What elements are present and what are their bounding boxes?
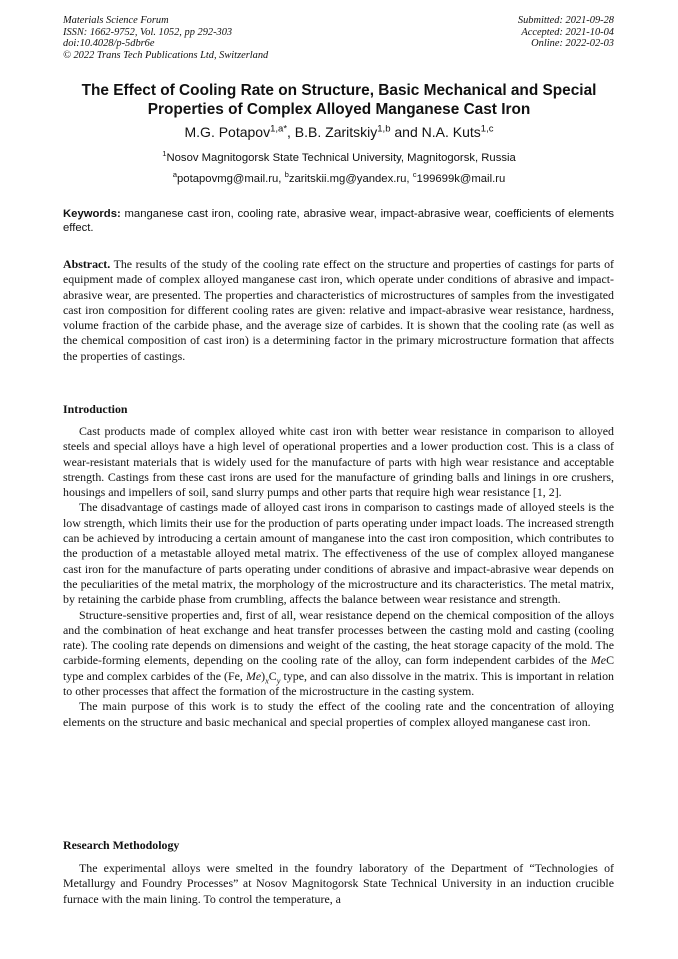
copyright: © 2022 Trans Tech Publications Ltd, Switzerland: [63, 49, 269, 61]
journal-name: Materials Science Forum: [63, 15, 169, 26]
p3-text-d: type, and can also dissolve in the matrix. This is important in relation to other processes that affect the formation of the microstructure in the casting system.: [63, 668, 615, 699]
p3-me-1: Me: [590, 653, 607, 668]
p3-me-2: Me: [245, 668, 262, 683]
paper-title: [40, 81, 638, 119]
p3-text-b: C type and complex carbides of the (Fe,: [63, 653, 614, 683]
p3-sub-y: y: [276, 676, 281, 686]
keywords-label: Keywords:: [63, 208, 121, 220]
email-c-sup: c: [412, 170, 417, 180]
issn: ISSN: 1662-9752, Vol. 1052, pp 292-303: [63, 26, 233, 38]
introduction-heading: Introduction: [63, 402, 128, 416]
author-1: M.G. Potapov: [184, 124, 271, 140]
email-a[interactable]: potapovmg@mail.ru,: [177, 173, 285, 185]
journal-info: [63, 15, 363, 61]
p3-text-carbon: C: [268, 668, 277, 683]
affiliation: [40, 151, 638, 165]
abstract-text: The results of the study of the cooling rate effect on the structure and properties of castings for parts of equipment made of complex alloyed manganese cast iron, which operate under conditions of abrasive and impact-abrasive wear, are presented. The properties and characteristics of microstructures of samples from the investigated cast iron composition for different cooling rates are given: relative and impact-abrasive wear resistance, hardness, volume fraction of the carbide phase, and the average size of carbides. It is shown that the cooling rate (as well as the chemical composition of cast iron) is a determining factor in the primary microstructure formation that affects the properties of castings.: [63, 257, 614, 363]
authors: [40, 123, 638, 141]
intro-paragraph-3: [63, 608, 614, 700]
p3-sub-x: x: [265, 676, 269, 686]
intro-paragraph-1: Cast products made of complex alloyed white cast iron with better wear resistance in comparison to alloyed steels and special alloys have a high level of operational properties and a lower production cost. This is a class of wear-resistant materials that is widely used for the manufacture of parts with high wear resistance and acceptable strength. Castings from these cast irons are used for the manufacture of grinding balls and linings in ore crushers, housings and impellers of soil, sand slurry pumps and other parts that require high wear resistance [1, 2].: [63, 424, 614, 500]
email-b[interactable]: zaritskii.mg@yandex.ru,: [288, 173, 413, 185]
doi: doi:10.4028/p-5dbr6e: [63, 38, 155, 49]
method-paragraph-1: The experimental alloys were smelted in the foundry laboratory of the Department of “Technologies of Metallurgy and Foundry Processes” at Nosov Magnitogorsk State Technical University in an induction crucible furnace with the main lining. To control the temperature, a: [63, 861, 614, 906]
abstract: [63, 257, 614, 364]
p3-text-a: Structure-sensitive properties and, first of all, wear resistance depend on the chemical composition of the alloys and the combination of heat exchange and heat transfer processes between the casting mold and casting (cooling rate). The cooling rate depends on dimensions and weight of the casting, the heat storage capacity of the mold. The carbide-forming elements, depending on the cooling rate of the alloy, can form independent carbides of the: [63, 607, 614, 668]
title-line-1: The Effect of Cooling Rate on Structure, Basic Mechanical and Special: [81, 82, 597, 99]
submitted-date: Submitted: 2021-09-28: [517, 15, 614, 26]
online-date: Online: 2022-02-03: [531, 38, 614, 49]
methodology-heading: Research Methodology: [63, 838, 180, 852]
author-1-sup: 1,a*: [270, 123, 288, 135]
author-3: and N.A. Kuts: [390, 124, 481, 140]
introduction-body: [63, 424, 614, 730]
email-a-sup: a: [172, 170, 178, 180]
affiliation-text: Nosov Magnitogorsk State Technical University, Magnitogorsk, Russia: [166, 152, 516, 164]
email-c[interactable]: 199699k@mail.ru: [416, 173, 506, 185]
author-2-sup: 1,b: [377, 123, 391, 135]
email-b-sup: b: [284, 170, 289, 180]
author-3-sup: 1,c: [480, 123, 494, 135]
keywords: [63, 207, 614, 235]
keywords-text: manganese cast iron, cooling rate, abrasive wear, impact-abrasive wear, coefficients of elements effect.: [63, 208, 614, 234]
intro-paragraph-2: The disadvantage of castings made of alloyed cast irons in comparison to castings made of alloyed steels is the low strength, which limits their use for the production of parts operating under impact loads. The increased strength can be achieved by introducing a certain amount of manganese into the cast iron composition, which contributes to the production of a metastable alloyed metal matrix. The effectiveness of the use of complex alloyed manganese cast iron for the manufacture of parts operating under conditions of abrasive and impact-abrasive wear depends on the peculiarities of the metal matrix, the morphology of the microstructure and its characteristics. The metal matrix, by retaining the carbide phase from crumbling, affects the balance between wear resistance and strength.: [63, 500, 614, 607]
title-line-2: Properties of Complex Alloyed Manganese Cast Iron: [147, 101, 531, 118]
p3-text-c: ): [261, 668, 266, 683]
methodology-body: [63, 861, 614, 907]
accepted-date: Accepted: 2021-10-04: [521, 26, 614, 38]
abstract-label: Abstract.: [63, 257, 111, 271]
dates-info: [354, 15, 614, 50]
intro-paragraph-4: The main purpose of this work is to study the effect of the cooling rate and the concentration of alloying elements on the structure and basic mechanical and special properties of complex alloyed manganese cast iron.: [63, 699, 614, 729]
author-2: , B.B. Zaritskiy: [287, 124, 378, 140]
affiliation-sup: 1: [162, 149, 167, 159]
author-emails: [40, 172, 638, 186]
